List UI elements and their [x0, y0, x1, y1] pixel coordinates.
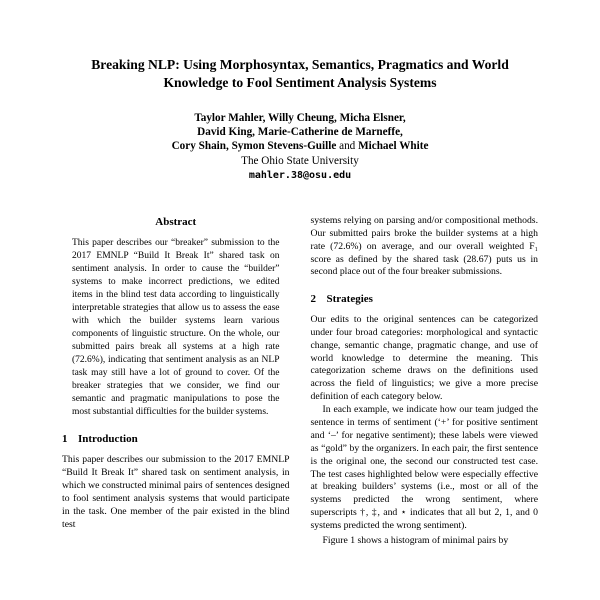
strategies-paragraph-3: Figure 1 shows a histogram of minimal pairs by: [322, 535, 509, 547]
abstract-heading: Abstract: [155, 215, 197, 228]
abstract-text: This paper describes our “breaker” submission to the 2017 EMNLP “Build It Break It” shared task on sentiment analysis. In order to cause the “builder” systems to make incorrect predictions, we edited items in the blind test data according to linguistically interpretable strategies that allow us to assess the ease with which the builder systems learn various components of linguistic structure. On the whole, our submitted pairs break all systems at a high rate (72.6%), indicating that sentiment analysis as an NLP task may still have a lot of ground to cover. Of the breaker strategies that we consider, we find our semantic and pragmatic manipulations to pose the most substantial difficulties for the builder systems.: [72, 238, 280, 418]
section-heading-strategies: [311, 292, 539, 307]
authors-line-3-and: and: [339, 139, 356, 152]
section-number: 2: [310, 293, 316, 306]
section-number: 1: [62, 433, 68, 446]
authors-line-2: David King, Marie-Catherine de Marneffe,: [197, 125, 403, 138]
contact-email: mahler.38@osu.edu: [248, 170, 352, 182]
two-column-body: [62, 215, 538, 548]
section-title: Strategies: [326, 293, 373, 306]
strategies-paragraph-1: Our edits to the original sentences can be categorized under four broad categories: morphological and syntactic change, semantic change, pragmatic change, and use of world knowledge to determine the meaning. This categorization scheme draws on the definitions used across the field of linguistics; we give a more precise definition of each category below.: [310, 313, 538, 403]
authors-line-3-names-b: Michael White: [358, 139, 429, 152]
paper-title: Breaking NLP: Using Morphosyntax, Semantics, Pragmatics and World Knowledge to Fool Sentiment Analysis Systems: [91, 57, 509, 90]
authors-line-3: [62, 140, 538, 154]
section-heading-introduction: [62, 432, 290, 447]
authors-block: [62, 112, 538, 183]
section-title: Introduction: [78, 433, 138, 446]
introduction-paragraph-1: This paper describes our submission to the 2017 EMNLP “Build It Break It” shared task on sentiment analysis, in which we constructed minimal pairs of sentences designed to fool sentiment analysis systems that would participate in the task. One member of the pair existed in the blind test: [62, 454, 290, 530]
authors-line-3-names-a: Cory Shain, Symon Stevens-Guille: [171, 139, 337, 152]
strategies-paragraph-2: In each example, we indicate how our team judged the sentence in terms of sentiment (‘+’ for positive sentiment and ‘–’ for negative sentiment); these labels were viewed as “gold” by the organizers. In each pair, the first sentence is the original one, the second our constructed test case. The test cases highlighted below were especially effective at breaking builders’ systems (i.e., most or all of the systems predicted the wrong sentiment, where superscripts †, ‡, and ⋆ indicates that all but 2, 1, and 0 systems predicted the wrong sentiment).: [310, 404, 538, 532]
right-column: [311, 215, 539, 548]
left-column: [62, 215, 290, 548]
affiliation: The Ohio State University: [241, 154, 359, 167]
authors-line-1: Taylor Mahler, Willy Cheung, Micha Elsner,: [194, 111, 406, 124]
continuation-paragraph: systems relying on parsing and/or compositional methods. Our submitted pairs broke the builder systems at a high rate (72.6%) on average, and our overall weighted F₁ score as defined by the shared task (28.67) puts us in second place out of the four breaker submissions.: [310, 214, 538, 278]
